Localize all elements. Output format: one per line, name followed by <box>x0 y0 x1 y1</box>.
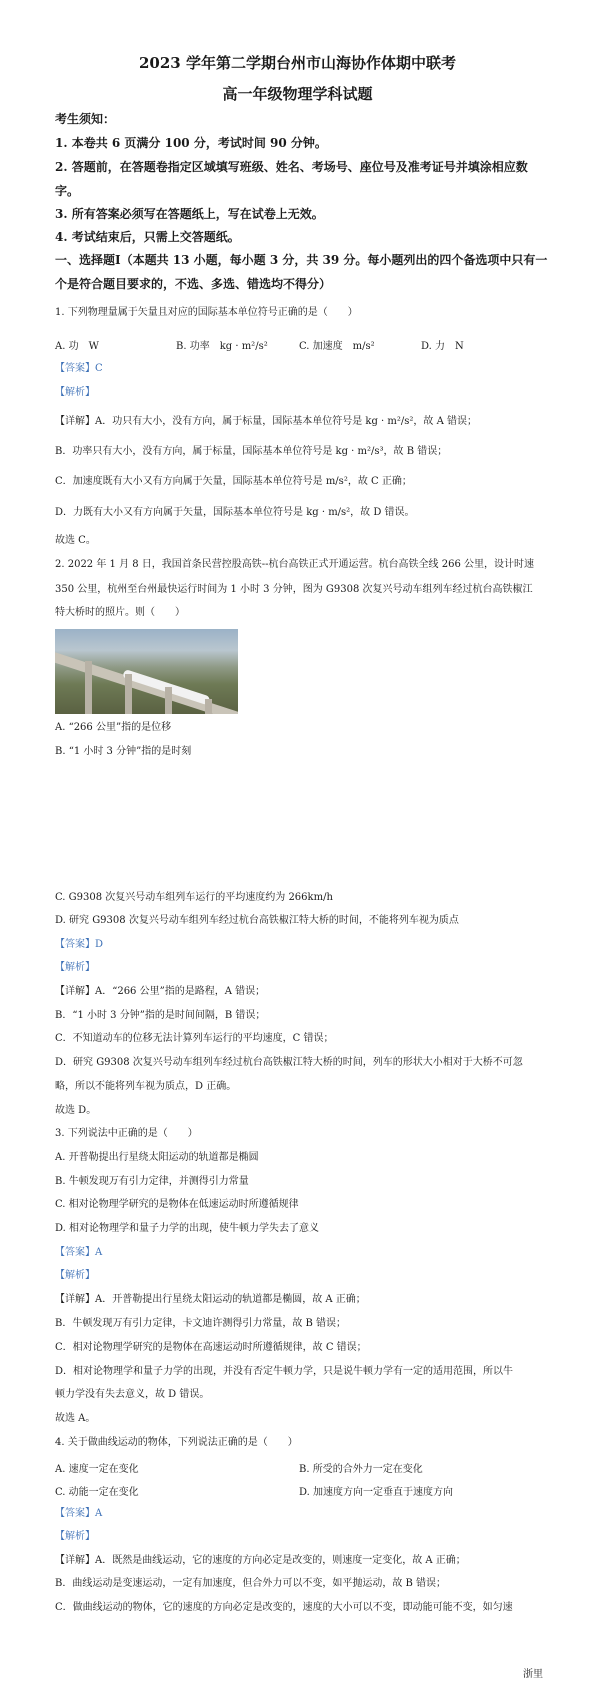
answer-label: 【答案】A <box>55 1247 103 1258</box>
option-a: A. 开普勒提出行星绕太阳运动的轨道都是椭圆 <box>55 1152 259 1163</box>
detail-line: 【详解】A．既然是曲线运动，它的速度的方向必定是改变的，则速度一定变化，故 A 正确； <box>55 1555 466 1566</box>
option-c: C. 动能一定在变化 <box>55 1487 139 1498</box>
option-c: C. G9308 次复兴号动车组列车运行的平均速度约为 266km/h <box>55 892 333 903</box>
option-a: A. 速度一定在变化 <box>55 1464 139 1475</box>
question-stem: 350 公里，杭州至台州最快运行时间为 1 小时 3 分钟，图为 G9308 次复兴号动车组列车经过杭台高铁椒江 <box>55 584 533 595</box>
detail-line: 【详解】A．功只有大小，没有方向，属于标量，国际基本单位符号是 kg · m²/s²，故 A 错误； <box>55 416 477 427</box>
answer-label: 【答案】A <box>55 1508 103 1519</box>
detail-line: B．“1 小时 3 分钟”指的是时间间隔，B 错误； <box>55 1010 266 1021</box>
option-a: A. “266 公里”指的是位移 <box>55 722 172 733</box>
question-stem: 3. 下列说法中正确的是（ ） <box>55 1128 198 1139</box>
option-b: B. 牛顿发现万有引力定律，并测得引力常量 <box>55 1176 249 1187</box>
option-b: B. 功率 kg · m²/s² <box>176 341 268 352</box>
notice-item: 4. 考试结束后，只需上交答题纸。 <box>55 230 240 244</box>
detail-line: C．加速度既有大小又有方向属于矢量，国际基本单位符号是 m/s²，故 C 正确； <box>55 476 412 487</box>
option-b: B. 所受的合外力一定在变化 <box>299 1464 423 1475</box>
question-stem: 2. 2022 年 1 月 8 日，我国首条民营控股高铁--杭台高铁正式开通运营。杭台高铁全线 266 公里，设计时速 <box>55 559 534 570</box>
option-d: D. 研究 G9308 次复兴号动车组列车经过杭台高铁椒江特大桥的时间，不能将列车视为质点 <box>55 915 459 926</box>
question-stem: 特大桥时的照片。则（ ） <box>55 607 185 618</box>
option-c: C. 相对论物理学研究的是物体在低速运动时所遵循规律 <box>55 1199 299 1210</box>
option-a: A. 功 W <box>55 341 99 352</box>
option-d: D. 相对论物理学和量子力学的出现，使牛顿力学失去了意义 <box>55 1223 320 1234</box>
exam-title: 2023 学年第二学期台州市山海协作体期中联考 <box>139 54 456 72</box>
section-heading: 个是符合题目要求的，不选、多选、错选均不得分） <box>55 277 332 291</box>
analysis-label: 【解析】 <box>55 962 95 973</box>
detail-line: 【详解】A．“266 公里”指的是路程，A 错误； <box>55 986 266 997</box>
analysis-label: 【解析】 <box>55 1531 95 1542</box>
exam-subtitle: 高一年级物理学科试题 <box>222 85 373 103</box>
question-stem: 4. 关于做曲线运动的物体，下列说法正确的是（ ） <box>55 1437 298 1448</box>
detail-line: 故选 C。 <box>55 535 96 546</box>
detail-line: 故选 D。 <box>55 1105 97 1116</box>
detail-line: D．研究 G9308 次复兴号动车组列车经过杭台高铁椒江特大桥的时间，列车的形状大小相对于大桥不可忽 <box>55 1057 523 1068</box>
detail-line: B．牛顿发现万有引力定律，卡文迪许测得引力常量，故 B 错误； <box>55 1318 347 1329</box>
notice-item: 1. 本卷共 6 页满分 100 分，考试时间 90 分钟。 <box>55 136 327 150</box>
notice-item: 字。 <box>55 184 80 198</box>
question-stem: 1. 下列物理量属于矢量且对应的国际基本单位符号正确的是（ ） <box>55 307 358 318</box>
option-d: D. 力 N <box>421 341 464 352</box>
detail-line: C．相对论物理学研究的是物体在高速运动时所遵循规律，故 C 错误； <box>55 1342 367 1353</box>
option-d: D. 加速度方向一定垂直于速度方向 <box>299 1487 454 1498</box>
answer-label: 【答案】D <box>55 939 104 950</box>
detail-line: 顿力学没有失去意义，故 D 错误。 <box>55 1389 210 1400</box>
analysis-label: 【解析】 <box>55 1270 95 1281</box>
notice-item: 3. 所有答案必须写在答题纸上，写在试卷上无效。 <box>55 207 324 221</box>
detail-line: D．力既有大小又有方向属于矢量，国际基本单位符号是 kg · m/s²，故 D 错误。 <box>55 507 415 518</box>
option-c: C. 加速度 m/s² <box>299 341 375 352</box>
detail-line: B．功率只有大小，没有方向，属于标量，国际基本单位符号是 kg · m²/s³，故 B 错误； <box>55 446 448 457</box>
analysis-label: 【解析】 <box>55 387 95 398</box>
detail-line: D．相对论物理学和量子力学的出现，并没有否定牛顿力学，只是说牛顿力学有一定的适用范围，所以牛 <box>55 1366 514 1377</box>
detail-line: 略，所以不能将列车视为质点，D 正确。 <box>55 1081 237 1092</box>
detail-line: B．曲线运动是变速运动，一定有加速度，但合外力可以不变，如平抛运动，故 B 错误； <box>55 1578 447 1589</box>
detail-line: C．不知道动车的位移无法计算列车运行的平均速度，C 错误； <box>55 1033 334 1044</box>
footer-watermark: 浙里 <box>523 1669 543 1680</box>
option-b: B. “1 小时 3 分钟”指的是时刻 <box>55 746 192 757</box>
section-heading: 一、选择题Ⅰ（本题共 13 小题，每小题 3 分，共 39 分。每小题列出的四个备选项中只有一 <box>55 253 548 267</box>
notice-item: 2. 答题前，在答题卷指定区域填写班级、姓名、考场号、座位号及准考证号并填涂相应数 <box>55 160 528 174</box>
answer-label: 【答案】C <box>55 363 103 374</box>
detail-line: 【详解】A．开普勒提出行星绕太阳运动的轨道都是椭圆，故 A 正确； <box>55 1294 366 1305</box>
detail-line: C．做曲线运动的物体，它的速度的方向必定是改变的，速度的大小可以不变，即动能可能不变，如匀速 <box>55 1602 513 1613</box>
notice-heading: 考生须知： <box>55 112 116 126</box>
detail-line: 故选 A。 <box>55 1413 96 1424</box>
train-bridge-photo <box>55 629 238 714</box>
